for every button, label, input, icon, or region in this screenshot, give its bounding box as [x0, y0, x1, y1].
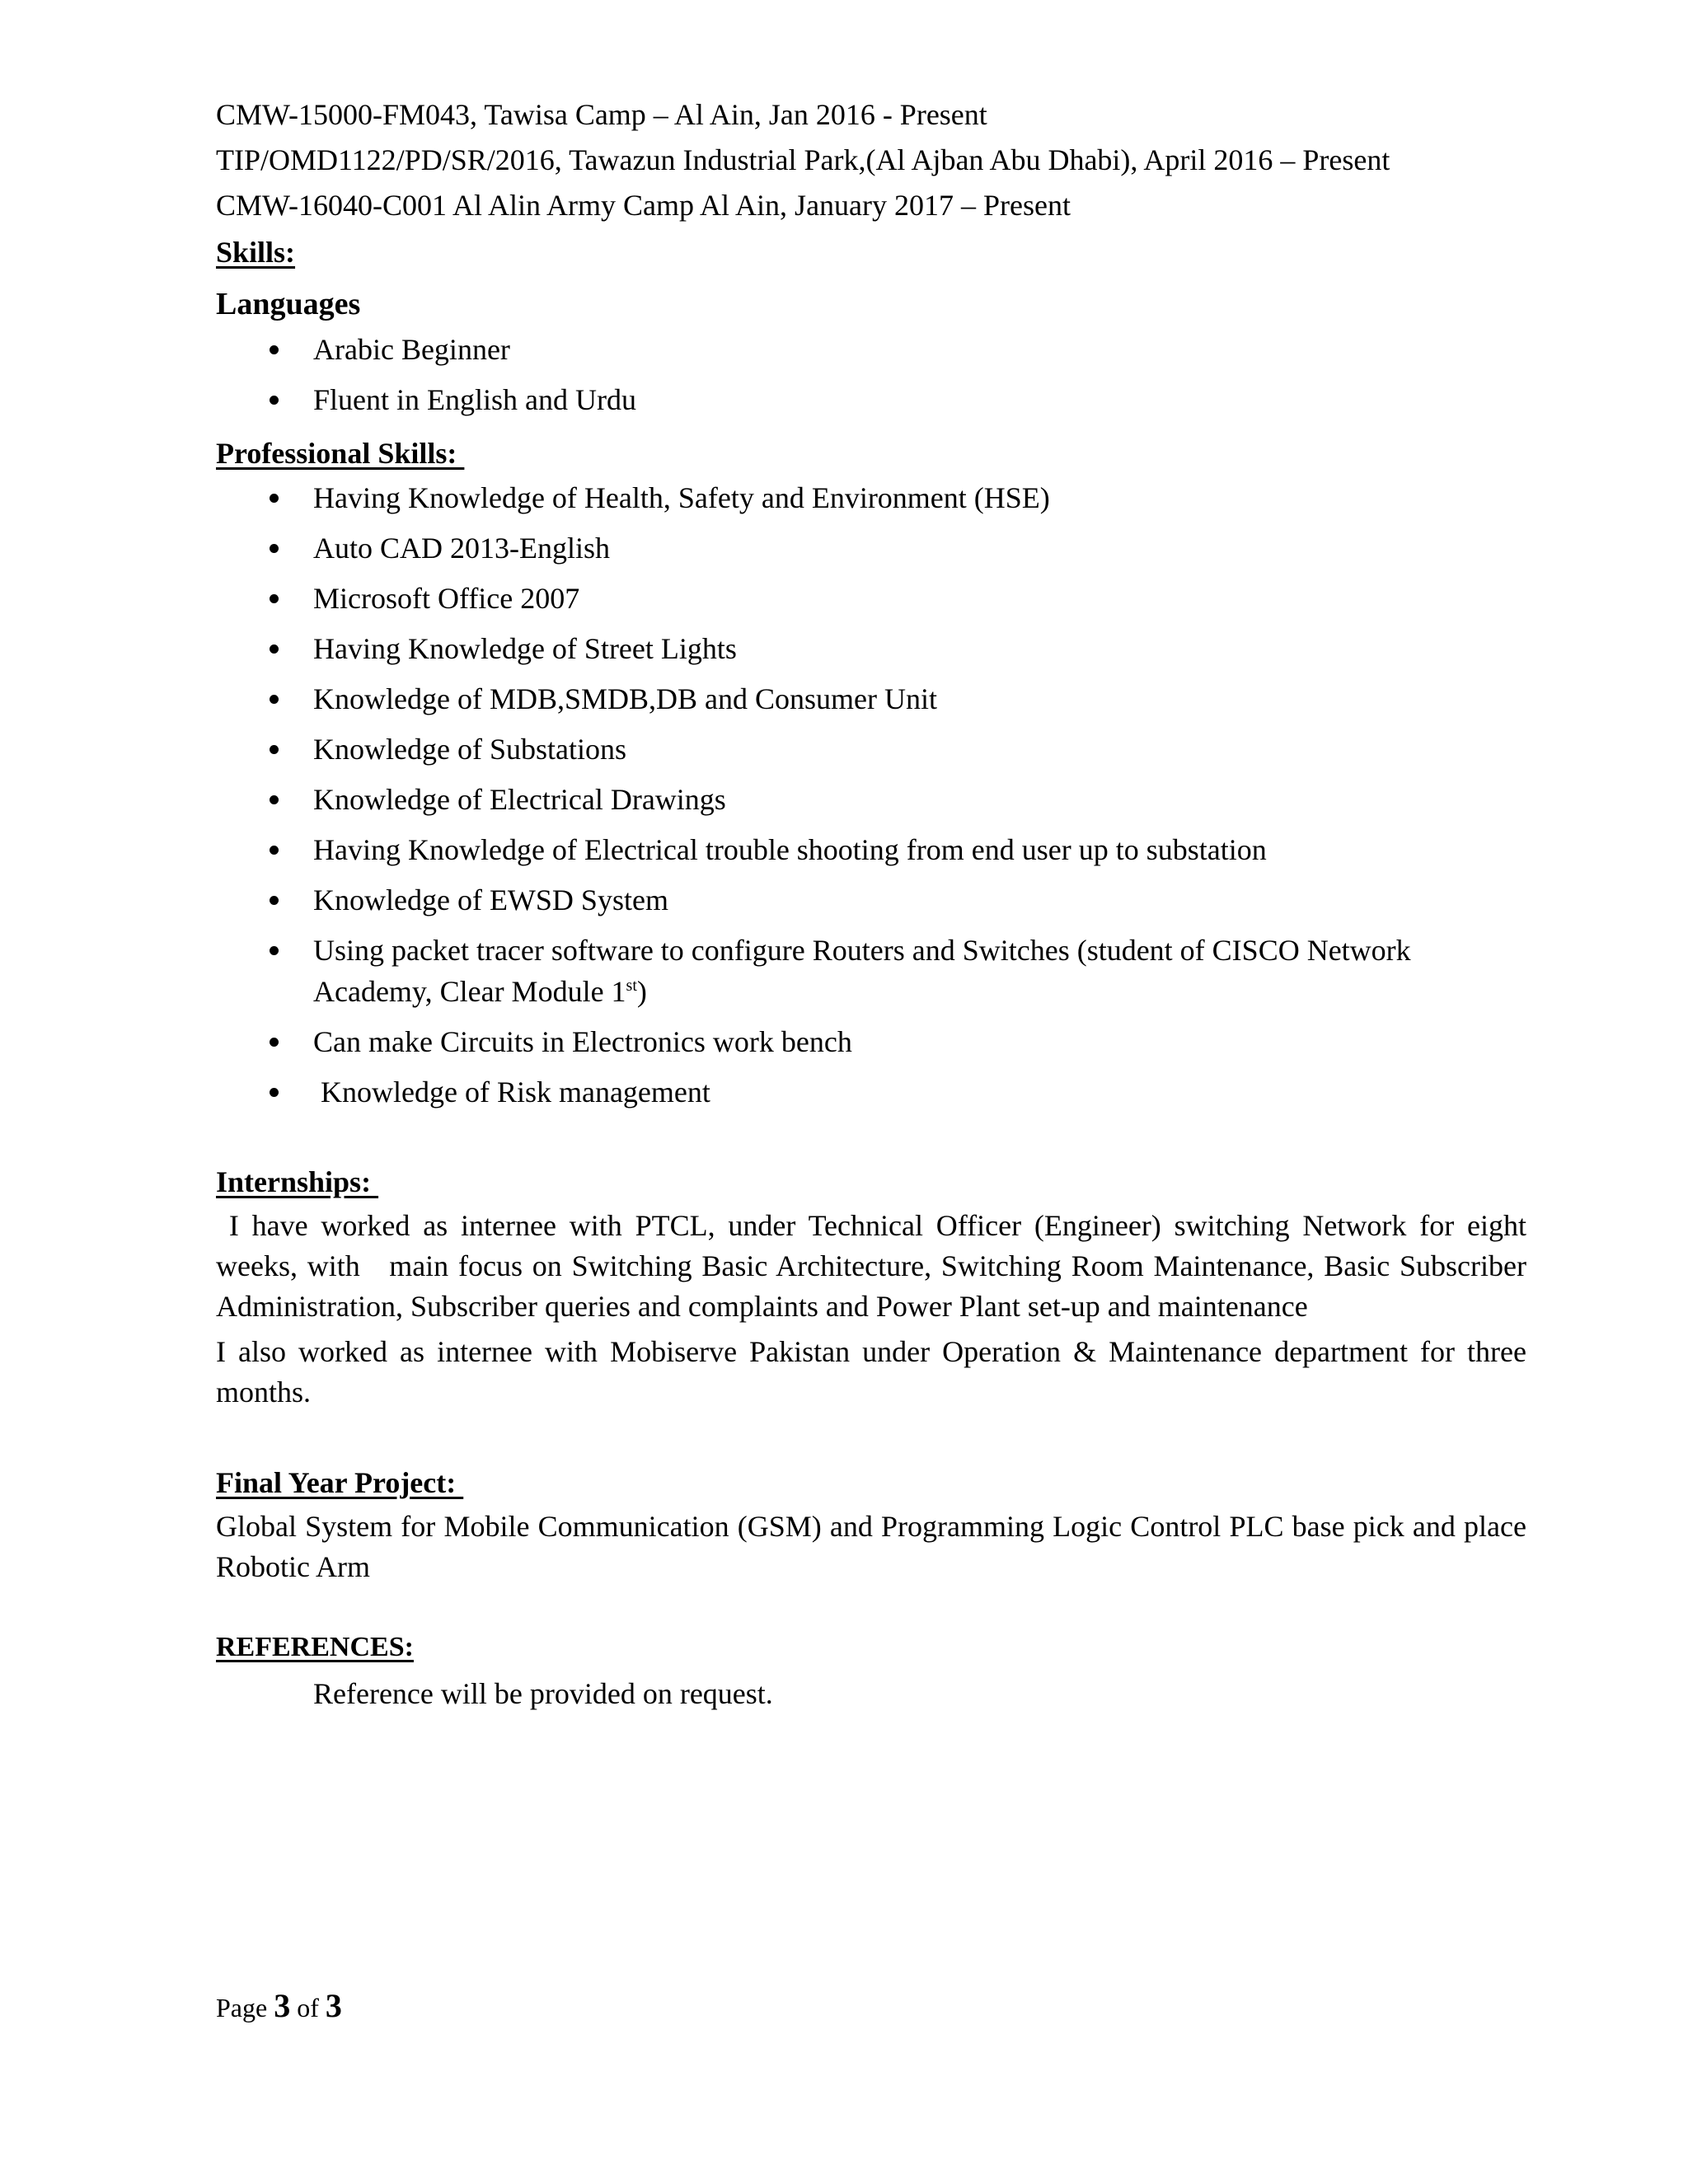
- skill-item-line: Academy, Clear Module 1: [313, 975, 626, 1008]
- professional-skills-heading: Professional Skills:: [216, 437, 465, 470]
- bullet-icon: [270, 396, 279, 405]
- internships-heading: Internships:: [216, 1165, 379, 1198]
- skill-item: Knowledge of Substations: [313, 733, 626, 766]
- list-item: [216, 578, 1526, 619]
- language-item: Fluent in English and Urdu: [313, 383, 636, 416]
- skill-item: Knowledge of Risk management: [313, 1076, 710, 1108]
- list-item: [216, 1071, 1526, 1113]
- skill-item: Auto CAD 2013-English: [313, 532, 610, 565]
- section-spacer: [216, 1122, 1526, 1158]
- page-footer: [216, 1986, 342, 2027]
- bullet-icon: [270, 1038, 279, 1047]
- bullet-icon: [270, 594, 279, 603]
- project-line: CMW-15000-FM043, Tawisa Camp – Al Ain, Jan 2016 - Present: [216, 98, 987, 131]
- list-item: [216, 379, 1526, 420]
- skill-item: Having Knowledge of Health, Safety and Environment (HSE): [313, 481, 1050, 514]
- page-content: [216, 92, 1535, 1717]
- bullet-icon: [270, 544, 279, 553]
- internship-paragraph: I have worked as internee with PTCL, under Technical Officer (Engineer) switching Network for eight weeks, with main focus on Switching Basic Architecture, Switching Room Maintenance, Basic Subscriber Administration, Subscriber queries and complaints and Power Plant set-up and maintenance: [216, 1209, 1535, 1323]
- skill-item: Knowledge of MDB,SMDB,DB and Consumer Unit: [313, 682, 937, 715]
- bullet-icon: [270, 494, 279, 503]
- references-heading: REFERENCES:: [216, 1632, 414, 1662]
- list-item: [216, 329, 1526, 370]
- final-year-project-text: Global System for Mobile Communication (GSM) and Programming Logic Control PLC base pick and place Robotic Arm: [216, 1510, 1526, 1583]
- final-year-project-heading: Final Year Project:: [216, 1466, 464, 1499]
- skill-item: Knowledge of EWSD System: [313, 883, 668, 916]
- internship-paragraph: I also worked as internee with Mobiserve Pakistan under Operation & Maintenance department for three months.: [216, 1335, 1526, 1408]
- project-line: CMW-16040-C001 Al Alin Army Camp Al Ain, January 2017 – Present: [216, 189, 1071, 222]
- of-label: of: [290, 1993, 326, 2022]
- bullet-icon: [270, 745, 279, 754]
- list-item: [216, 829, 1526, 870]
- page-label: Page: [216, 1993, 274, 2022]
- page-number: 3: [274, 1987, 291, 2024]
- list-item: [216, 1021, 1526, 1062]
- list-item: [216, 477, 1526, 518]
- page-total: 3: [325, 1987, 342, 2024]
- skill-item: Can make Circuits in Electronics work bench: [313, 1025, 852, 1058]
- section-spacer: [216, 1587, 1526, 1624]
- section-spacer: [216, 1413, 1526, 1459]
- list-item: [216, 678, 1526, 719]
- languages-heading: Languages: [216, 287, 361, 321]
- skill-item: Microsoft Office 2007: [313, 582, 580, 615]
- skill-item-line: Using packet tracer software to configure Routers and Switches (student of CISCO Network: [313, 934, 1411, 967]
- skill-item-line-end: ): [636, 975, 647, 1008]
- list-item: [216, 527, 1526, 569]
- bullet-icon: [270, 1088, 279, 1097]
- list-item: [216, 879, 1526, 921]
- references-text: Reference will be provided on request.: [313, 1677, 773, 1710]
- bullet-icon: [270, 946, 279, 955]
- list-item: [216, 628, 1526, 669]
- bullet-icon: [270, 846, 279, 855]
- ordinal-superscript: st: [626, 977, 637, 995]
- bullet-icon: [270, 896, 279, 905]
- bullet-icon: [270, 695, 279, 704]
- project-line: TIP/OMD1122/PD/SR/2016, Tawazun Industrial Park,(Al Ajban Abu Dhabi), April 2016 – Present: [216, 143, 1390, 176]
- languages-list: [216, 329, 1526, 420]
- list-item: [216, 779, 1526, 820]
- skills-heading: Skills:: [216, 236, 296, 269]
- bullet-icon: [270, 795, 279, 804]
- skill-item: Having Knowledge of Street Lights: [313, 632, 737, 665]
- language-item: Arabic Beginner: [313, 333, 510, 366]
- bullet-icon: [270, 644, 279, 654]
- list-item: [216, 729, 1526, 770]
- skill-item: Knowledge of Electrical Drawings: [313, 783, 726, 816]
- list-item: [216, 930, 1526, 1012]
- professional-skills-list: [216, 477, 1526, 1113]
- bullet-icon: [270, 345, 279, 354]
- skill-item: Having Knowledge of Electrical trouble shooting from end user up to substation: [313, 833, 1267, 866]
